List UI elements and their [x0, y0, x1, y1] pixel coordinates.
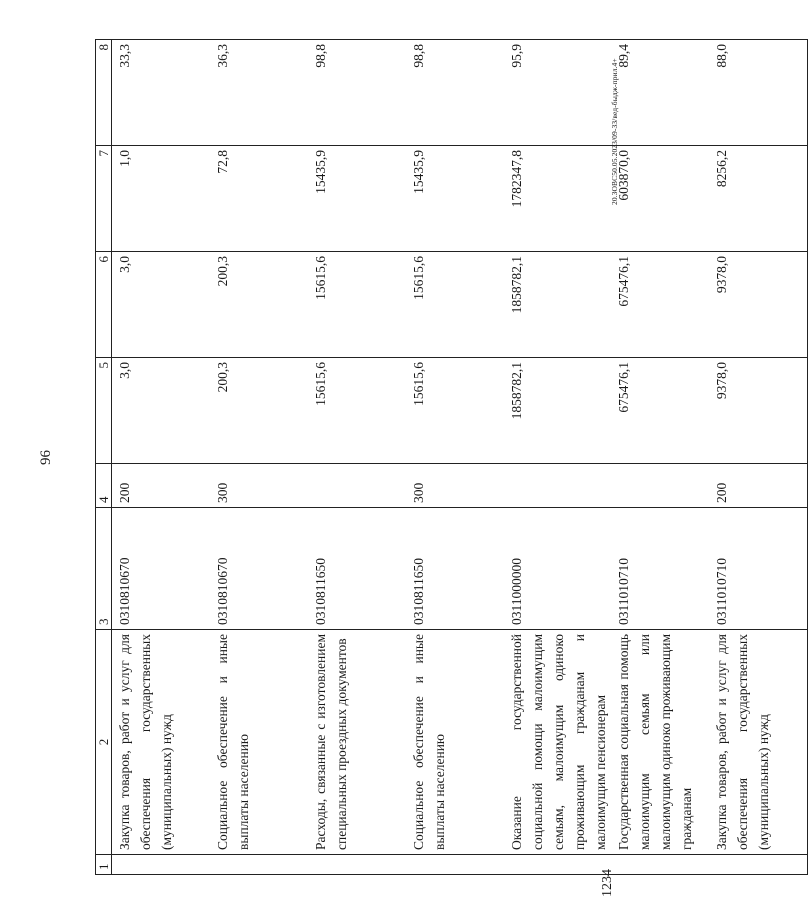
- table-row: [308, 40, 406, 875]
- row-vr-cell: 200: [112, 464, 211, 508]
- row-vr-cell: 200: [709, 464, 808, 508]
- row-code-cell: 0310811650: [308, 508, 406, 630]
- col-header-2: 2: [96, 630, 112, 855]
- table-row: [406, 40, 504, 875]
- sheet-number: 1234: [600, 869, 615, 897]
- row-col5-cell: 200,3: [210, 358, 308, 464]
- row-col8-cell: 89,4: [611, 40, 709, 146]
- header-row: [96, 40, 112, 875]
- row-number-cell: [210, 855, 308, 875]
- row-number-cell: [406, 855, 504, 875]
- row-name-cell: Социальное обеспечение и иные выплаты населению: [406, 630, 504, 855]
- row-col6-cell: 200,3: [210, 252, 308, 358]
- col-header-4: 4: [96, 464, 112, 508]
- row-col6-cell: 675476,1: [611, 252, 709, 358]
- row-col6-cell: 3,0: [112, 252, 211, 358]
- row-number-cell: [504, 855, 611, 875]
- row-code-cell: 0311000000: [504, 508, 611, 630]
- row-name-cell: Социальное обеспечение и иные выплаты населению: [210, 630, 308, 855]
- row-code-cell: 0310810670: [210, 508, 308, 630]
- row-col7-cell: 15435,9: [406, 146, 504, 252]
- row-vr-cell: 300: [406, 464, 504, 508]
- row-number-cell: [308, 855, 406, 875]
- footer-code: 20.3ОВС50.05.2023/09-33/вед-быдж-прил.4+: [610, 58, 619, 205]
- row-vr-cell: [611, 464, 709, 508]
- row-code-cell: 0311010710: [611, 508, 709, 630]
- col-header-6: 6: [96, 252, 112, 358]
- row-name-cell: Закупка товаров, работ и услуг для обеспечения государственных (муниципальных) нужд: [112, 630, 211, 855]
- row-col7-cell: 8256,2: [709, 146, 808, 252]
- table-row: [504, 40, 611, 875]
- row-col7-cell: 15435,9: [308, 146, 406, 252]
- row-code-cell: 0310811650: [406, 508, 504, 630]
- row-col6-cell: 9378,0: [709, 252, 808, 358]
- row-col8-cell: 95,9: [504, 40, 611, 146]
- row-col5-cell: 1858782,1: [504, 358, 611, 464]
- row-col8-cell: 98,8: [308, 40, 406, 146]
- row-number-cell: [112, 855, 211, 875]
- row-col6-cell: 15615,6: [308, 252, 406, 358]
- row-col8-cell: 36,3: [210, 40, 308, 146]
- row-col5-cell: 15615,6: [308, 358, 406, 464]
- row-col8-cell: 88,0: [709, 40, 808, 146]
- row-col8-cell: 33,3: [112, 40, 211, 146]
- row-col7-cell: 1,0: [112, 146, 211, 252]
- col-header-1: 1: [96, 855, 112, 875]
- row-vr-cell: [504, 464, 611, 508]
- row-number-cell: [709, 855, 808, 875]
- row-col6-cell: 1858782,1: [504, 252, 611, 358]
- row-name-cell: Оказание государственной социальной помощи малоимущим семьям, малоимущим одиноко проживающим гражданам и малоимущим пенсионерам: [504, 630, 611, 855]
- budget-table: [95, 39, 808, 875]
- col-header-7: 7: [96, 146, 112, 252]
- row-name-cell: Расходы, связанные с изготовлением специальных проездных документов: [308, 630, 406, 855]
- col-header-8: 8: [96, 40, 112, 146]
- row-col7-cell: 72,8: [210, 146, 308, 252]
- row-name-cell: Государственная социальная помощь малоимущим семьям или малоимущим одиноко проживающим гражданам: [611, 630, 709, 855]
- table-row: [611, 40, 709, 875]
- col-header-5: 5: [96, 358, 112, 464]
- row-number-cell: [611, 855, 709, 875]
- row-col5-cell: 15615,6: [406, 358, 504, 464]
- row-col7-cell: 1782347,8: [504, 146, 611, 252]
- row-vr-cell: 300: [210, 464, 308, 508]
- row-col8-cell: 98,8: [406, 40, 504, 146]
- col-header-3: 3: [96, 508, 112, 630]
- row-col7-cell: 603870,0: [611, 146, 709, 252]
- row-name-cell: Закупка товаров, работ и услуг для обеспечения государственных (муниципальных) нужд: [709, 630, 808, 855]
- row-col5-cell: 675476,1: [611, 358, 709, 464]
- row-code-cell: 0311010710: [709, 508, 808, 630]
- row-vr-cell: [308, 464, 406, 508]
- table-row: [112, 40, 211, 875]
- page-number: 96: [38, 450, 54, 465]
- table-row: [210, 40, 308, 875]
- table-row: [709, 40, 808, 875]
- row-col5-cell: 9378,0: [709, 358, 808, 464]
- row-code-cell: 0310810670: [112, 508, 211, 630]
- row-col6-cell: 15615,6: [406, 252, 504, 358]
- row-col5-cell: 3,0: [112, 358, 211, 464]
